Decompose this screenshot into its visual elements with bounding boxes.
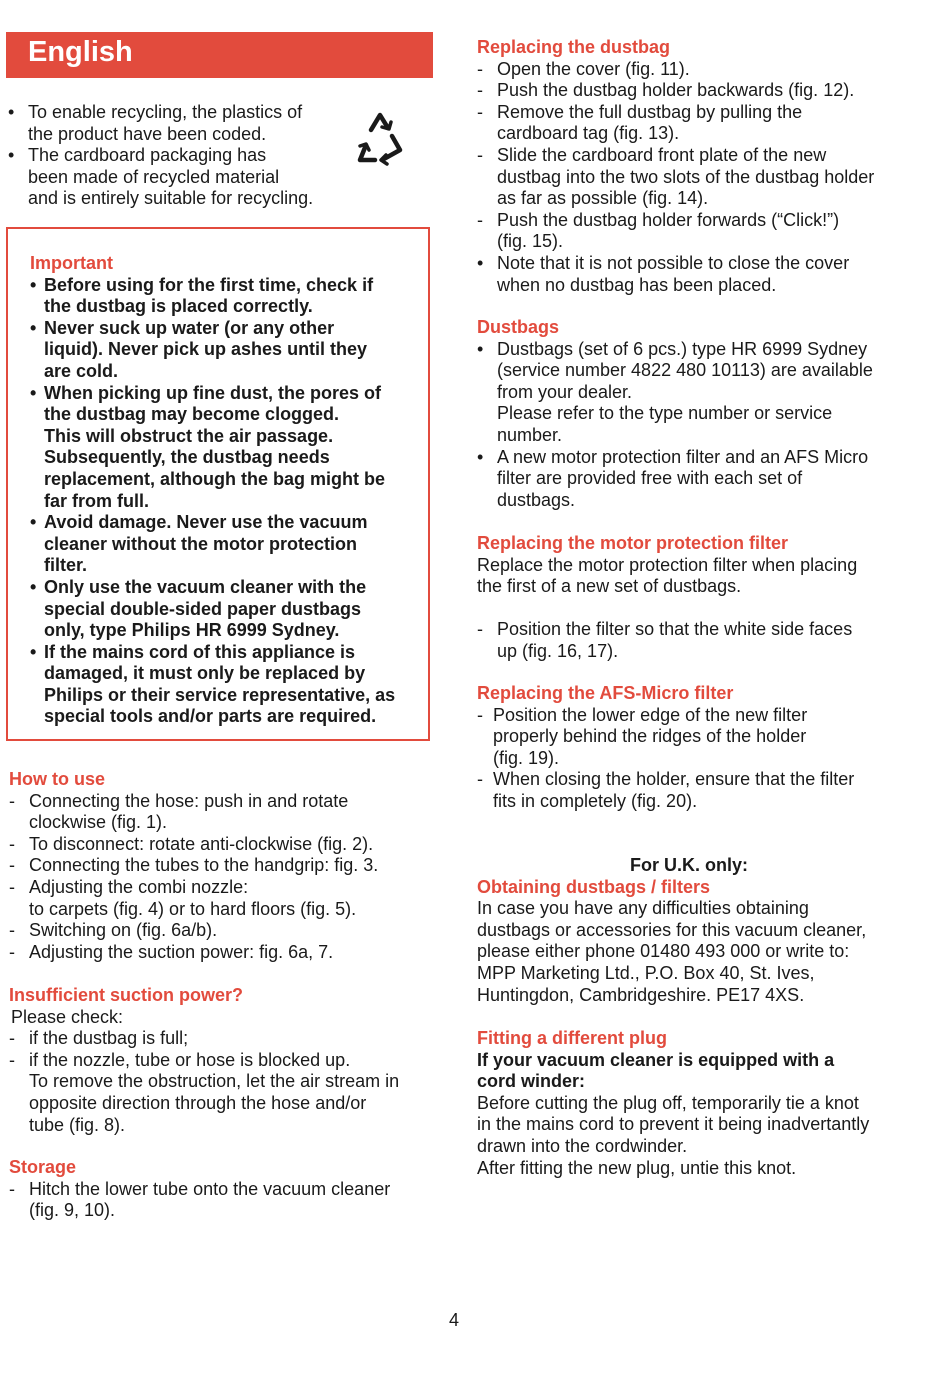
section-title: Obtaining dustbags / filters: [477, 876, 711, 897]
dustbags-section: [477, 317, 937, 511]
section-title: Fitting a different plug: [477, 1028, 667, 1048]
list-item: - Hitch the lower tube onto the vacuum cleaner (fig. 9, 10).: [9, 1178, 391, 1221]
section-title: Replacing the AFS-Micro filter: [477, 683, 734, 703]
list-item: - Slide the cardboard front plate of the new dustbag into the two slots of the dustbag holder as far as possible (fig. 14).: [477, 144, 875, 209]
list-item: - if the dustbag is full;: [9, 1028, 189, 1049]
list-item: - Adjusting the combi nozzle: to carpets (fig. 4) or to hard floors (fig. 5).: [9, 876, 357, 919]
list-item: - Position the lower edge of the new filter properly behind the ridges of the holder (fig. 19).: [477, 704, 808, 768]
uk-heading: For U.K. only:: [630, 855, 748, 875]
language-banner: [6, 32, 433, 78]
section-title: Dustbags: [477, 317, 560, 337]
afs-filter-section: [477, 683, 937, 813]
list-item: - Position the filter so that the white side faces up (fig. 16, 17).: [477, 619, 853, 661]
list-item: - When closing the holder, ensure that the filter fits in completely (fig. 20).: [477, 769, 855, 811]
list-item: • The cardboard packaging has been made of recycled material and is entirely suitable for recycling.: [8, 145, 314, 209]
uk-section: For U.K. only: Obtaining dustbags / filters In case you have any difficulties obtaining dustbags or accessories for this vacuum cleaner, please either phone 01480 493 000 or write to: MPP Marketing Ltd., P.O. Box 40, St. Ives, Huntingdon, Cambridgeshire. PE17 4XS.: [477, 855, 901, 1006]
section-title: How to use: [9, 769, 106, 789]
list-item: - Connecting the tubes to the handgrip: fig. 3.: [9, 855, 379, 876]
list-item: • Never suck up water (or any other liquid). Never pick up ashes until they are cold.: [30, 317, 368, 381]
how-to-use-section: [9, 769, 439, 963]
list-item: • Note that it is not possible to close the cover when no dustbag has been placed.: [477, 252, 850, 295]
section-title: Replacing the dustbag: [477, 37, 671, 57]
list-item: • Before using for the first time, check if the dustbag is placed correctly.: [30, 274, 374, 317]
list-item: - Adjusting the suction power: fig. 6a, 7.: [9, 941, 334, 962]
motor-filter-section: Replacing the motor protection filter Replace the motor protection filter when placing the first of a new set of dustbags. - Position the filter so that the white side faces up (fig. 16, 17).: [477, 533, 937, 663]
list-item: • If the mains cord of this appliance is damaged, it must only be replaced by Philips or their service representative, as special tools and/or parts are required.: [30, 641, 396, 727]
list-item: - Remove the full dustbag by pulling the cardboard tag (fig. 13).: [477, 101, 803, 144]
list-item: - Push the dustbag holder forwards (“Click!”) (fig. 15).: [477, 209, 840, 252]
language-title: English: [28, 36, 133, 68]
list-item: • To enable recycling, the plastics of the product have been coded.: [8, 102, 303, 144]
important-box: [6, 227, 430, 741]
list-item: • When picking up fine dust, the pores of the dustbag may become clogged. This will obstruct the air passage. Subsequently, the dustbag needs replacement, although the bag might be far from full.: [30, 382, 386, 511]
list-item: - if the nozzle, tube or hose is blocked up. To remove the obstruction, let the air stream in opposite direction through the hose and/or tube (fig. 8).: [9, 1049, 400, 1135]
list-item: - Open the cover (fig. 11).: [477, 58, 690, 79]
replacing-dustbag-section: [477, 37, 937, 296]
storage-section: [9, 1157, 439, 1222]
recycle-icon: [352, 108, 410, 166]
section-title: Insufficient suction power?: [9, 985, 244, 1005]
section-title: Storage: [9, 1157, 77, 1177]
list-item: • Only use the vacuum cleaner with the special double-sided paper dustbags only, type Philips HR 6999 Sydney.: [30, 576, 367, 641]
important-title: Important: [30, 253, 113, 273]
list-item: - Push the dustbag holder backwards (fig. 12).: [477, 80, 855, 101]
list-item: • Avoid damage. Never use the vacuum cleaner without the motor protection filter.: [30, 512, 368, 576]
recycling-section: [8, 102, 348, 210]
list-item: • Dustbags (set of 6 pcs.) type HR 6999 Sydney (service number 4822 480 10113) are available from your dealer. Please refer to the type number or service number.: [477, 338, 873, 445]
section-title: Replacing the motor protection filter: [477, 533, 789, 553]
plug-section: Fitting a different plug If your vacuum cleaner is equipped with a cord winder: Before cutting the plug off, temporarily tie a knot in the mains cord to prevent it being inadvertantly drawn into the cordwinder. After fitting the new plug, untie this knot.: [477, 1028, 937, 1179]
page-number: 4: [449, 1310, 460, 1330]
suction-intro: Please check:: [11, 1006, 124, 1027]
suction-section: [9, 985, 439, 1136]
list-item: • A new motor protection filter and an AFS Micro filter are provided free with each set of dustbags.: [477, 446, 869, 510]
list-item: - Switching on (fig. 6a/b).: [9, 920, 218, 941]
list-item: - To disconnect: rotate anti-clockwise (fig. 2).: [9, 833, 374, 854]
list-item: - Connecting the hose: push in and rotate clockwise (fig. 1).: [9, 790, 349, 833]
